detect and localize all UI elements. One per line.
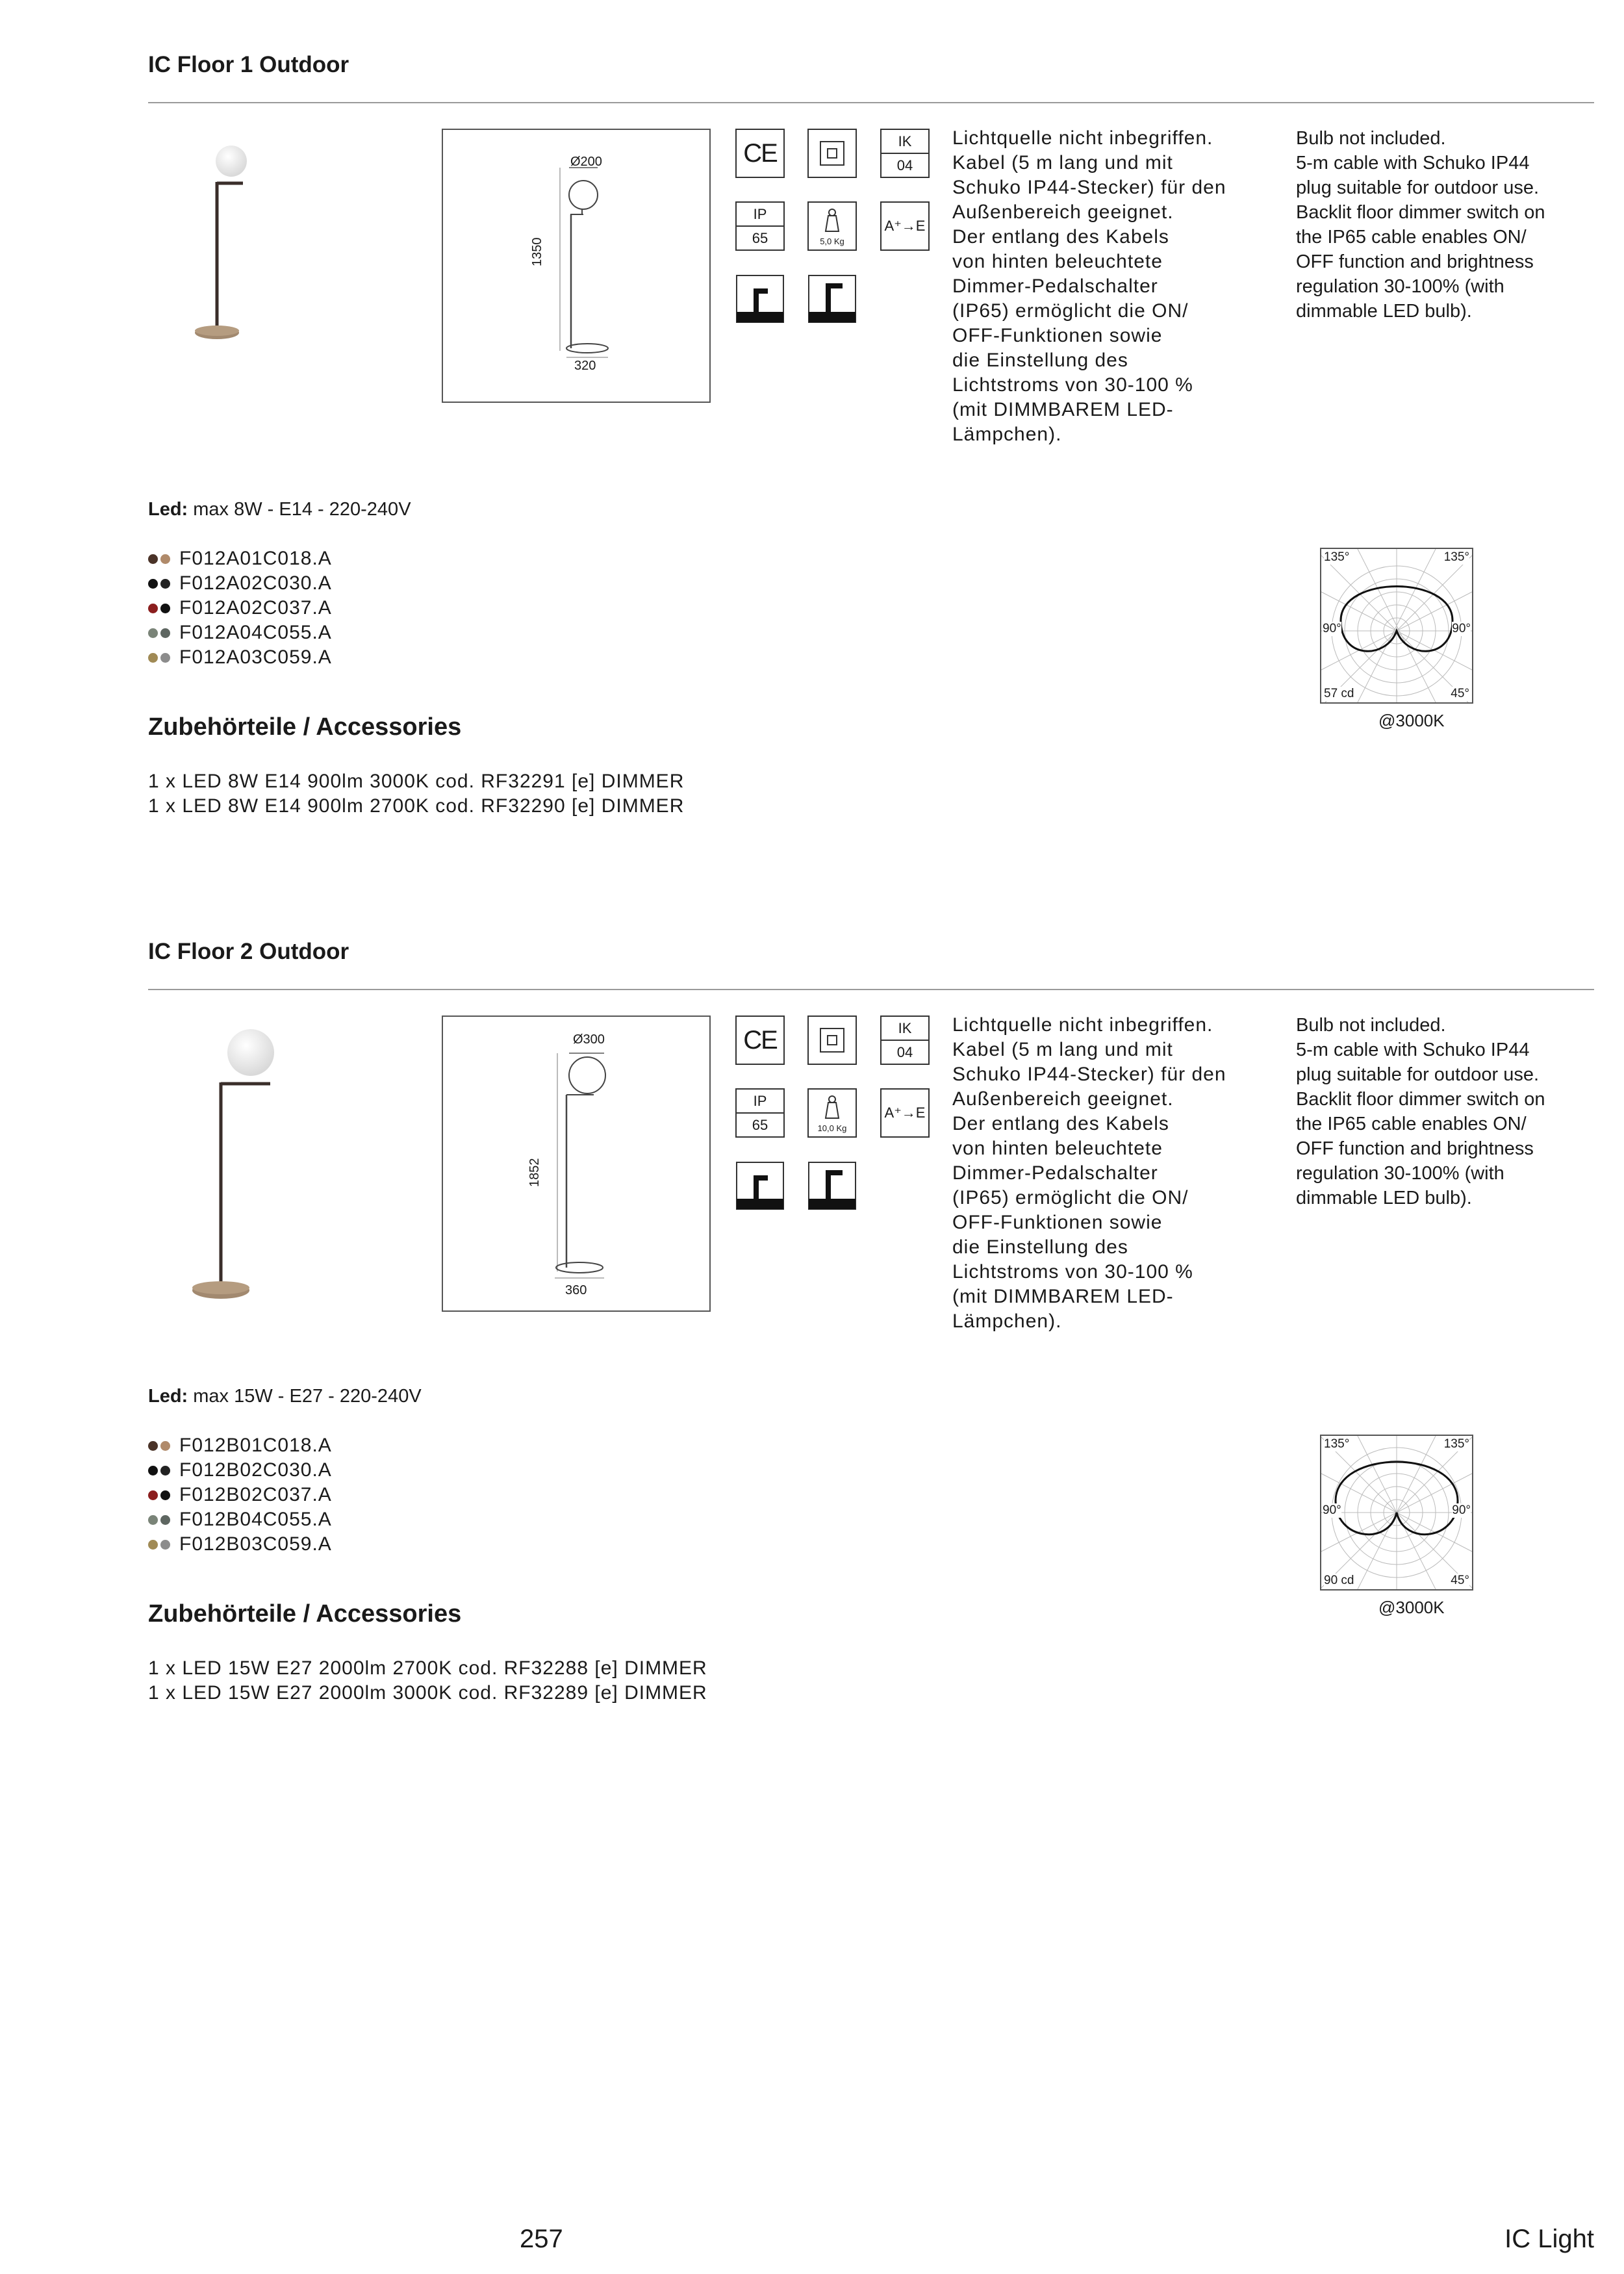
color-swatch [160,1515,170,1525]
text-line: Lichtstroms von 30-100 % [952,1261,1193,1283]
product-photo [188,1025,292,1311]
text-line: the IP65 cable enables ON/ [1296,227,1527,248]
text-line: Kabel (5 m lang und mit [952,1039,1173,1060]
color-swatch [148,554,158,564]
double-insulation-icon [807,1016,857,1065]
color-swatch [148,579,158,589]
list-item [148,1458,332,1483]
text-line: Lichtquelle nicht inbegriffen. [952,127,1213,149]
color-swatch [160,1490,170,1500]
description-english [1296,1013,1595,1210]
polar-label: 90° [1323,622,1341,635]
product-code-list [148,1433,332,1557]
product-code: F012B02C030.A [179,1459,332,1481]
text-line: von hinten beleuchtete [952,251,1163,272]
polar-label: 135° [1443,550,1469,564]
dimension-base: 360 [565,1283,587,1297]
color-swatch [160,1466,170,1476]
dimension-base: 320 [574,359,596,373]
text-line: Kabel (5 m lang und mit [952,152,1173,173]
color-swatch [148,604,158,613]
ip-label: IP [737,203,783,227]
polar-diagram [1320,1435,1473,1591]
floor-lamp-outdoor-icon [807,1161,857,1210]
text-line: (mit DIMMBAREM LED- [952,399,1174,420]
list-item [148,571,332,596]
list-item [148,1433,332,1458]
polar-diagram [1320,548,1473,704]
product-code: F012B02C037.A [179,1484,332,1505]
ik-rating-icon [880,1016,930,1065]
list-item [148,1483,332,1507]
accessories-title: Zubehörteile / Accessories [148,713,462,741]
technical-drawing [442,1016,711,1312]
list-item [148,645,332,670]
led-spec [148,499,411,520]
ip-rating-icon [735,1088,785,1138]
page-number: 257 [520,2225,563,2253]
polar-label: 135° [1443,1437,1469,1451]
text-line: Der entlang des Kabels [952,1113,1169,1134]
text-line: Lichtstroms von 30-100 % [952,374,1193,396]
description-english [1296,126,1595,324]
ip-rating-icon [735,201,785,251]
text-line: Bulb not included. [1296,128,1446,149]
product-code: F012B01C018.A [179,1435,332,1456]
led-spec [148,1386,422,1407]
dimension-height: 1350 [530,237,544,266]
energy-class-icon: A⁺→E [880,1088,930,1138]
text-line: regulation 30-100% (with [1296,1163,1504,1184]
ik-label: IK [882,1017,928,1041]
product-code: F012A01C018.A [179,548,332,569]
polar-label: 135° [1324,550,1350,564]
text-line: Dimmer-Pedalschalter [952,1162,1158,1184]
color-swatch [160,1540,170,1550]
floor-lamp-outdoor-icon [807,274,857,324]
section-title: IC Floor 2 Outdoor [148,939,349,964]
text-line: Dimmer-Pedalschalter [952,275,1158,297]
polar-label: 90° [1452,1503,1471,1517]
weight-icon [807,1088,857,1138]
ce-mark-icon: CE [735,129,785,178]
color-swatch [160,554,170,564]
accessories-list [148,1656,707,1706]
list-item: 1 x LED 15W E27 2000lm 2700K cod. RF32288 [e] DIMMER [148,1657,707,1679]
polar-label: 90° [1323,1503,1341,1517]
product-photo [182,143,273,351]
accessories-title: Zubehörteile / Accessories [148,1600,462,1628]
ip-value: 65 [752,229,768,246]
ik-label: IK [882,130,928,154]
text-line: (mit DIMMBAREM LED- [952,1286,1174,1307]
floor-lamp-pictogram-icon [735,274,785,324]
section-title: IC Floor 1 Outdoor [148,52,349,77]
color-swatch [160,579,170,589]
text-line: Bulb not included. [1296,1015,1446,1036]
text-line: Außenbereich geeignet. [952,201,1174,223]
weight-value: 5,0 Kg [820,236,844,246]
text-line: Der entlang des Kabels [952,226,1169,248]
text-line: OFF function and brightness [1296,251,1534,272]
weight-icon [807,201,857,251]
product-code-list [148,546,332,670]
accessories-list [148,769,684,819]
product-code: F012A04C055.A [179,622,332,643]
color-temperature-note: @3000K [1378,711,1445,730]
color-swatch [160,604,170,613]
polar-label: 135° [1324,1437,1350,1451]
section-divider [148,102,1594,103]
list-item [148,1507,332,1532]
text-line: die Einstellung des [952,1236,1128,1258]
brand-name: IC Light [1504,2225,1594,2253]
text-line: dimmable LED bulb). [1296,1188,1472,1208]
text-line: Backlit floor dimmer switch on [1296,202,1545,223]
description-german [952,1013,1264,1334]
led-label: Led: [148,1386,188,1407]
list-item [148,1532,332,1557]
product-code: F012A03C059.A [179,646,332,668]
floor-lamp-pictogram-icon [735,1161,785,1210]
color-swatch [160,653,170,663]
color-swatch [160,1441,170,1451]
text-line: Außenbereich geeignet. [952,1088,1174,1110]
polar-label: 45° [1451,1574,1469,1587]
text-line: Lichtquelle nicht inbegriffen. [952,1014,1213,1036]
color-swatch [148,1441,158,1451]
list-item [148,620,332,645]
dimension-diameter: Ø300 [573,1032,605,1047]
text-line: (IP65) ermöglicht die ON/ [952,1187,1189,1208]
list-item: 1 x LED 8W E14 900lm 3000K cod. RF32291 [e] DIMMER [148,771,685,792]
product-code: F012B03C059.A [179,1533,332,1555]
text-line: Lämpchen). [952,424,1062,445]
list-item [148,596,332,620]
color-swatch [148,628,158,638]
polar-label: 90° [1452,622,1471,635]
color-swatch [148,1515,158,1525]
text-line: die Einstellung des [952,350,1128,371]
text-line: Lämpchen). [952,1310,1062,1332]
color-swatch [160,628,170,638]
text-line: (IP65) ermöglicht die ON/ [952,300,1189,322]
color-swatch [148,1490,158,1500]
text-line: the IP65 cable enables ON/ [1296,1114,1527,1134]
text-line: Schuko IP44-Stecker) für den [952,177,1226,198]
text-line: Schuko IP44-Stecker) für den [952,1064,1226,1085]
polar-label: 45° [1451,687,1469,700]
text-line: 5-m cable with Schuko IP44 [1296,153,1530,173]
led-value: max 8W - E14 - 220-240V [188,499,411,520]
text-line: 5-m cable with Schuko IP44 [1296,1040,1530,1060]
text-line: plug suitable for outdoor use. [1296,177,1540,198]
list-item [148,546,332,571]
dimension-height: 1852 [527,1158,542,1187]
ik-value: 04 [896,1043,913,1060]
text-line: Backlit floor dimmer switch on [1296,1089,1545,1110]
dimension-diameter: Ø200 [570,155,602,169]
ik-rating-icon [880,129,930,178]
technical-drawing [442,129,711,403]
text-line: regulation 30-100% (with [1296,276,1504,297]
list-item: 1 x LED 15W E27 2000lm 3000K cod. RF32289 [e] DIMMER [148,1682,707,1704]
double-insulation-icon [807,129,857,178]
text-line: dimmable LED bulb). [1296,301,1472,322]
product-code: F012A02C030.A [179,572,332,594]
weight-value: 10,0 Kg [817,1123,847,1133]
led-value: max 15W - E27 - 220-240V [188,1386,422,1407]
text-line: OFF function and brightness [1296,1138,1534,1159]
color-swatch [148,1540,158,1550]
color-swatch [148,653,158,663]
polar-label: 90 cd [1324,1574,1354,1587]
text-line: von hinten beleuchtete [952,1138,1163,1159]
list-item: 1 x LED 8W E14 900lm 2700K cod. RF32290 [e] DIMMER [148,795,685,817]
text-line: OFF-Funktionen sowie [952,325,1163,346]
ik-value: 04 [896,157,913,173]
product-code: F012A02C037.A [179,597,332,619]
color-swatch [148,1466,158,1476]
ip-label: IP [737,1090,783,1114]
polar-label: 57 cd [1324,687,1354,700]
text-line: plug suitable for outdoor use. [1296,1064,1540,1085]
section-divider [148,989,1594,990]
text-line: OFF-Funktionen sowie [952,1212,1163,1233]
energy-class-icon: A⁺→E [880,201,930,251]
ip-value: 65 [752,1116,768,1133]
ce-mark-icon: CE [735,1016,785,1065]
color-temperature-note: @3000K [1378,1598,1445,1617]
led-label: Led: [148,499,188,520]
product-code: F012B04C055.A [179,1509,332,1530]
description-german [952,126,1264,447]
